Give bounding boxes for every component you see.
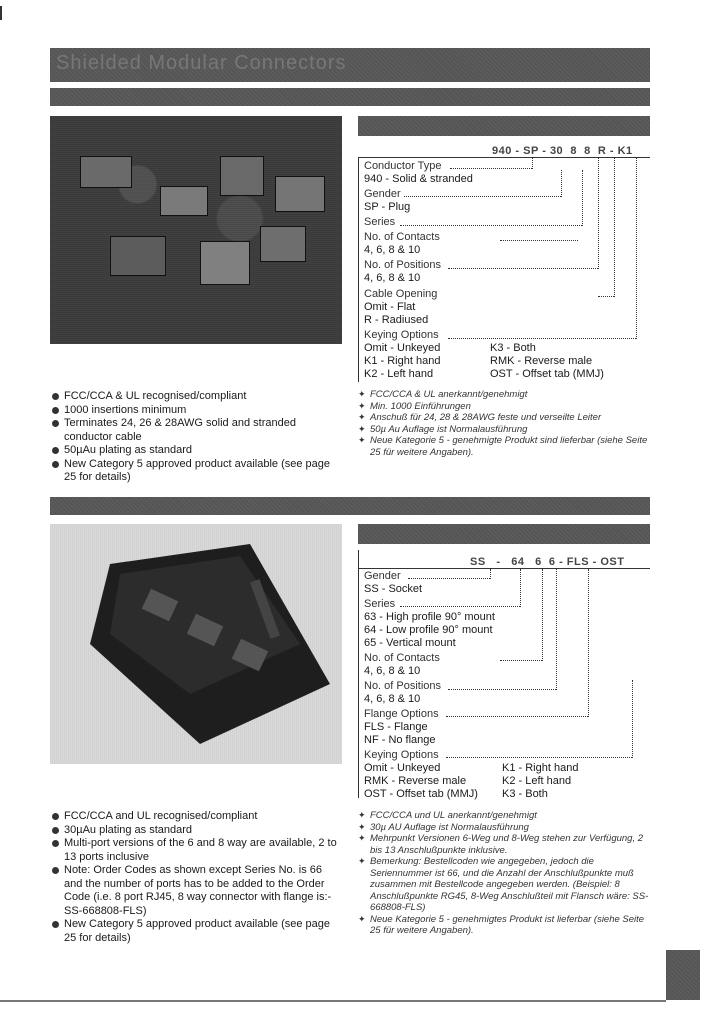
s2-contacts-label: No. of Contacts [364,652,440,664]
list-item: New Category 5 approved product available (see page 25 for details) [50,458,335,485]
list-item: ✦ FCC/CCA & UL anerkannt/genehmigt [358,389,650,401]
list-item: ✦ Min. 1000 Einführungen [358,401,650,413]
list-item: 1000 insertions minimum [50,404,335,418]
section2-features-en [50,810,340,945]
s2-keying-k3: K3 - Both [502,788,548,800]
s2-series-63: 63 - High profile 90° mount [364,611,495,623]
section2-product-photo [50,524,342,764]
gender-sp: SP - Plug [364,201,411,213]
list-item: ✦ Neue Kategorie 5 - genehmigtes Produkt ist lieferbar (siehe Seite 25 für weitere Angaben). [358,914,650,937]
list-item: Terminates 24, 26 & 28AWG solid and stranded conductor cable [50,417,335,444]
s2-keying-k2: K2 - Left hand [502,775,572,787]
contacts-label: No. of Contacts [364,231,440,243]
keying-rmk: RMK - Reverse male [490,355,593,367]
cable-opening-label: Cable Opening [364,288,438,300]
list-item: Note: Order Codes as shown except Series No. is 66 and the number of ports has to be added to the Order Code (i.e. 8 port RJ45, 8 way connector with flange is:- SS-668808-FLS) [50,864,340,918]
series-label: Series [364,216,396,228]
s2-flange-nf: NF - No flange [364,734,436,746]
keying-k3: K3 - Both [490,342,536,354]
section1-title-banner [50,48,650,82]
socket-illustration [50,524,342,764]
s2-flange-label: Flange Options [364,708,439,720]
conductor-type-label: Conductor Type [364,160,442,172]
cable-r: R - Radiused [364,314,429,326]
list-item: ✦ Anschuß für 24, 28 & 28AWG feste und verseilte Leiter [358,412,650,424]
section1-order-code-banner [358,116,650,136]
s2-positions-label: No. of Positions [364,680,442,692]
s2-keying-ost: OST - Offset tab (MMJ) [364,788,478,800]
list-item: 50µAu plating as standard [50,444,335,458]
s2-flange-fls: FLS - Flange [364,721,428,733]
section1-features-en [50,390,335,485]
section2-order-code-banner [358,524,650,544]
list-item: ✦ FCC/CCA und UL anerkannt/genehmigt [358,810,650,822]
page-tab [666,950,700,1000]
margin-mark [0,6,2,20]
s2-series-64: 64 - Low profile 90° mount [364,624,493,636]
s2-keying-k1: K1 - Right hand [502,762,579,774]
conductor-940: 940 - Solid & stranded [364,173,473,185]
list-item: FCC/CCA and UL recognised/compliant [50,810,340,824]
section1-order-code: 940 - SP - 30 8 8 R - K1 [492,145,633,157]
contacts-values: 4, 6, 8 & 10 [364,244,421,256]
cable-omit: Omit - Flat [364,301,416,313]
list-item: ✦ Mehrpunkt Versionen 6-Weg und 8-Weg stehen zur Verfügung, 2 bis 13 Anschlußpunkte inklusive. [358,833,650,856]
keying-label: Keying Options [364,329,439,341]
list-item: ✦ 50µ Au Auflage ist Normalausführung [358,424,650,436]
positions-label: No. of Positions [364,259,442,271]
s2-keying-rmk: RMK - Reverse male [364,775,467,787]
s2-contacts-values: 4, 6, 8 & 10 [364,665,421,677]
positions-values: 4, 6, 8 & 10 [364,272,421,284]
section1-features-de [358,389,650,458]
section1-title: Shielded Modular Connectors [56,52,347,74]
s2-gender-ss: SS - Socket [364,583,423,595]
keying-k2: K2 - Left hand [364,368,434,380]
list-item: ✦ Neue Kategorie 5 - genehmigte Produkt sind lieferbar (siehe Seite 25 für weitere Angaben). [358,435,650,458]
s2-series-label: Series [364,598,396,610]
keying-ost: OST - Offset tab (MMJ) [490,368,604,380]
list-item: ✦ 30µ AU Auflage ist Normalausführung [358,822,650,834]
list-item: ✦ Bemerkung: Bestellcoden wie angegeben, jedoch die Seriennummer ist 66, und die Anzahl der Anschlußpunkte muß zusammen mit Bestellcode angegeben werden. (Beispiel: 8 Anschlußpunkte RG45, 8-Weg Anschlußteil mit Flansch wäre: SS-668808-FLS) [358,856,650,914]
section1-subtitle-banner [50,88,650,106]
section2-title-banner [50,497,650,515]
list-item: Multi-port versions of the 6 and 8 way are available, 2 to 13 ports inclusive [50,837,340,864]
s2-positions-values: 4, 6, 8 & 10 [364,693,421,705]
s2-keying-omit: Omit - Unkeyed [364,762,441,774]
list-item: FCC/CCA & UL recognised/compliant [50,390,335,404]
list-item: New Category 5 approved product available (see page 25 for details) [50,918,340,945]
section2-order-code: SS - 64 6 6 - FLS - OST [470,556,625,568]
gender-label: Gender [364,188,401,200]
list-item: 30µAu plating as standard [50,824,340,838]
footer-rule [0,1000,666,1002]
section1-product-photo [50,116,342,344]
keying-omit: Omit - Unkeyed [364,342,441,354]
section2-features-de [358,810,650,937]
s2-gender-label: Gender [364,570,401,582]
s2-series-65: 65 - Vertical mount [364,637,456,649]
s2-keying-label: Keying Options [364,749,439,761]
keying-k1: K1 - Right hand [364,355,441,367]
